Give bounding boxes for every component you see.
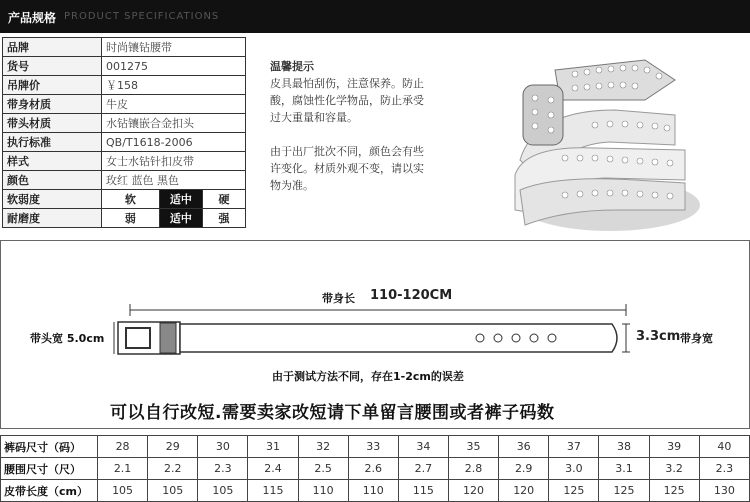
notes-line: 由于出厂批次不同，颜色会有些 bbox=[270, 145, 424, 158]
level-option-selected: 适中 bbox=[159, 209, 202, 228]
size-cell: 3.1 bbox=[599, 458, 649, 480]
level-label: 软弱度 bbox=[3, 190, 102, 209]
size-cell: 115 bbox=[248, 480, 298, 502]
size-cell: 2.2 bbox=[148, 458, 198, 480]
size-cell: 105 bbox=[148, 480, 198, 502]
spec-value: 女士水钻针扣皮带 bbox=[102, 152, 246, 171]
spec-row bbox=[3, 152, 246, 171]
notes-line: 许变化。材质外观不变，请以实 bbox=[270, 162, 424, 175]
level-label: 耐磨度 bbox=[3, 209, 102, 228]
spec-label: 样式 bbox=[3, 152, 102, 171]
size-cell: 2.1 bbox=[98, 458, 148, 480]
spec-label: 颜色 bbox=[3, 171, 102, 190]
spec-label: 吊牌价 bbox=[3, 76, 102, 95]
product-photo bbox=[495, 40, 745, 236]
notes-line: 酸，腐蚀性化学物品，防止承受 bbox=[270, 94, 424, 107]
size-cell: 125 bbox=[649, 480, 699, 502]
section-subtitle: PRODUCT SPECIFICATIONS bbox=[64, 11, 220, 22]
notes-line: 物为准。 bbox=[270, 179, 314, 192]
size-cell: 125 bbox=[599, 480, 649, 502]
size-cell: 120 bbox=[499, 480, 549, 502]
level-option-selected: 适中 bbox=[159, 190, 202, 209]
spec-label: 品牌 bbox=[3, 38, 102, 57]
size-cell: 31 bbox=[248, 436, 298, 458]
size-row bbox=[1, 458, 750, 480]
size-table bbox=[0, 435, 750, 502]
spec-value: 时尚镶钻腰带 bbox=[102, 38, 246, 57]
size-row bbox=[1, 480, 750, 502]
notes-line: 皮具最怕刮伤，注意保养。防止 bbox=[270, 77, 424, 90]
size-cell: 2.9 bbox=[499, 458, 549, 480]
size-cell: 2.7 bbox=[398, 458, 448, 480]
level-option: 硬 bbox=[202, 190, 245, 209]
size-cell: 30 bbox=[198, 436, 248, 458]
level-row-wear bbox=[3, 209, 246, 228]
size-cell: 2.3 bbox=[699, 458, 749, 480]
size-cell: 40 bbox=[699, 436, 749, 458]
spec-row bbox=[3, 133, 246, 152]
size-cell: 3.0 bbox=[549, 458, 599, 480]
length-value: 110-120CM bbox=[370, 288, 453, 303]
size-cell: 33 bbox=[348, 436, 398, 458]
size-cell: 2.4 bbox=[248, 458, 298, 480]
size-cell: 125 bbox=[549, 480, 599, 502]
spec-row bbox=[3, 171, 246, 190]
size-cell: 105 bbox=[198, 480, 248, 502]
spec-table bbox=[2, 37, 246, 228]
size-cell: 38 bbox=[599, 436, 649, 458]
size-cell: 36 bbox=[499, 436, 549, 458]
spec-row bbox=[3, 57, 246, 76]
spec-row bbox=[3, 95, 246, 114]
care-notes bbox=[270, 58, 445, 194]
spec-value: QB/T1618-2006 bbox=[102, 133, 246, 152]
size-row-label: 腰围尺寸（尺） bbox=[1, 458, 98, 480]
level-option: 强 bbox=[202, 209, 245, 228]
size-cell: 2.5 bbox=[298, 458, 348, 480]
size-cell: 29 bbox=[148, 436, 198, 458]
size-cell: 110 bbox=[348, 480, 398, 502]
spec-row bbox=[3, 76, 246, 95]
width-label: 带身宽 bbox=[680, 332, 713, 345]
spec-value: ￥158 bbox=[102, 76, 246, 95]
size-cell: 37 bbox=[549, 436, 599, 458]
spec-value: 玫红 蓝色 黑色 bbox=[102, 171, 246, 190]
section-title: 产品规格 bbox=[8, 11, 57, 25]
size-cell: 110 bbox=[298, 480, 348, 502]
size-cell: 115 bbox=[398, 480, 448, 502]
size-row-label: 皮带长度（cm） bbox=[1, 480, 98, 502]
width-value: 3.3cm bbox=[636, 329, 681, 344]
size-cell: 130 bbox=[699, 480, 749, 502]
spec-value: 牛皮 bbox=[102, 95, 246, 114]
spec-value: 001275 bbox=[102, 57, 246, 76]
notes-heading: 温馨提示 bbox=[270, 60, 314, 73]
length-label: 带身长 bbox=[322, 292, 355, 305]
level-option: 软 bbox=[102, 190, 160, 209]
section-header bbox=[0, 0, 750, 33]
size-cell: 35 bbox=[448, 436, 498, 458]
notes-line: 过大重量和容量。 bbox=[270, 111, 358, 124]
level-row-softness bbox=[3, 190, 246, 209]
size-cell: 34 bbox=[398, 436, 448, 458]
spec-label: 货号 bbox=[3, 57, 102, 76]
spec-label: 执行标准 bbox=[3, 133, 102, 152]
spec-value: 水钻镶嵌合金扣头 bbox=[102, 114, 246, 133]
size-cell: 39 bbox=[649, 436, 699, 458]
size-cell: 2.3 bbox=[198, 458, 248, 480]
size-cell: 3.2 bbox=[649, 458, 699, 480]
size-cell: 32 bbox=[298, 436, 348, 458]
size-cell: 105 bbox=[98, 480, 148, 502]
level-option: 弱 bbox=[102, 209, 160, 228]
shortening-notice: 可以自行改短.需要卖家改短请下单留言腰围或者裤子码数 bbox=[110, 403, 555, 423]
size-cell: 2.6 bbox=[348, 458, 398, 480]
buckle-width-label: 带头宽 5.0cm bbox=[30, 332, 105, 345]
size-cell: 120 bbox=[448, 480, 498, 502]
spec-row bbox=[3, 38, 246, 57]
spec-row bbox=[3, 114, 246, 133]
measurement-caption: 由于测试方法不同，存在1-2cm的误差 bbox=[272, 370, 464, 383]
spec-label: 带身材质 bbox=[3, 95, 102, 114]
size-row-label: 裤码尺寸（码） bbox=[1, 436, 98, 458]
size-cell: 2.8 bbox=[448, 458, 498, 480]
spec-label: 带头材质 bbox=[3, 114, 102, 133]
size-cell: 28 bbox=[98, 436, 148, 458]
size-row bbox=[1, 436, 750, 458]
